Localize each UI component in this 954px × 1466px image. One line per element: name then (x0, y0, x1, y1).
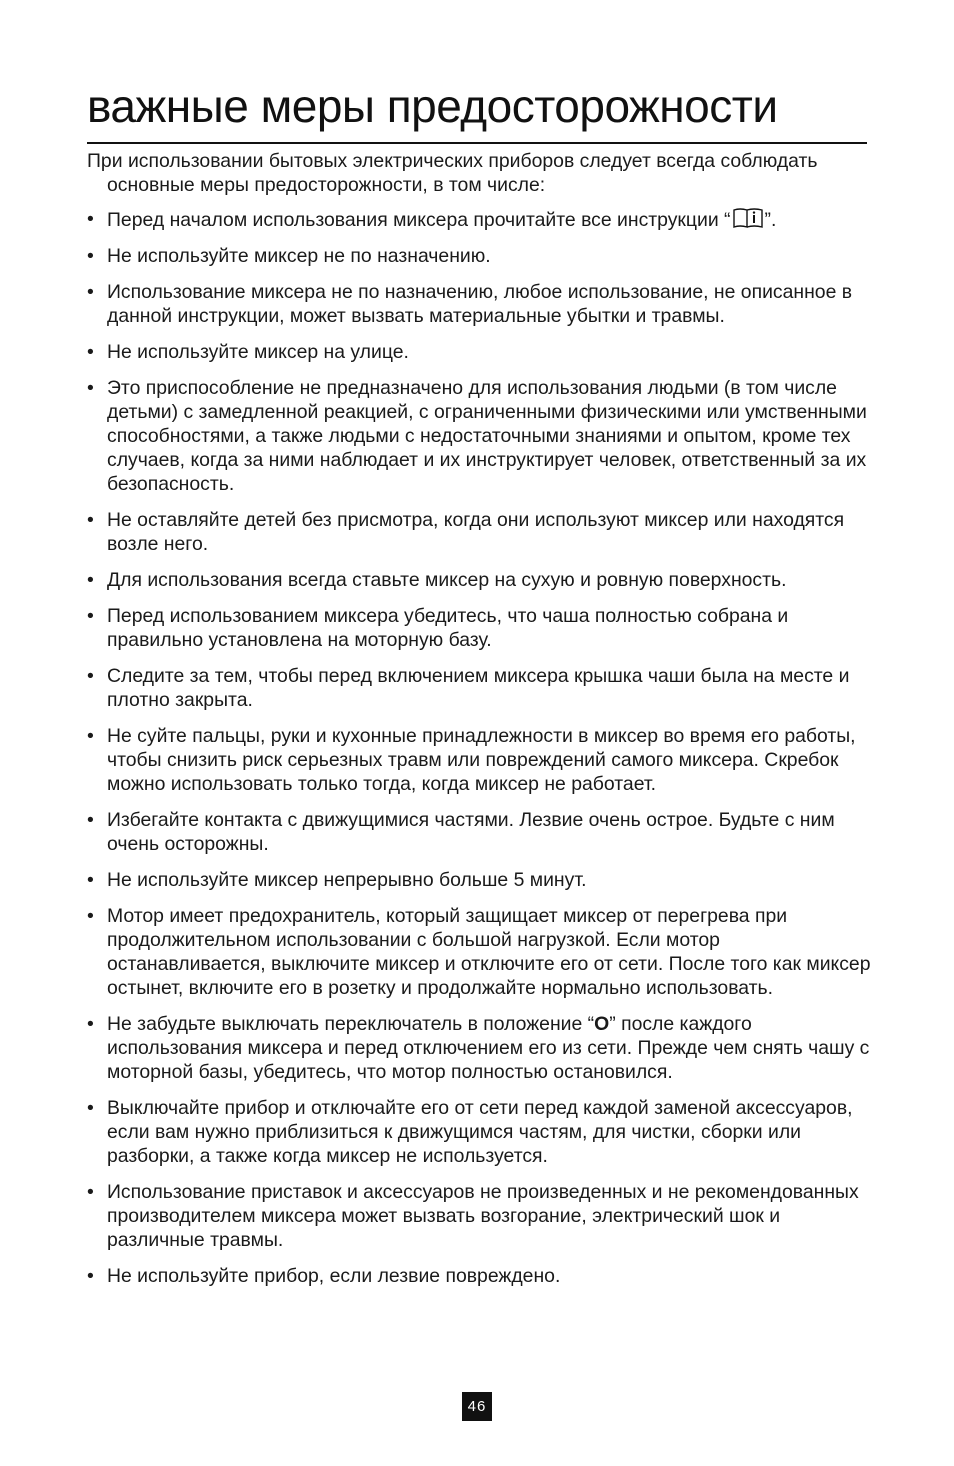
instruction-book-icon (731, 207, 765, 229)
list-item (87, 664, 877, 712)
bullet-icon: • (87, 208, 94, 230)
list-item (87, 340, 877, 364)
list-item-text: Не используйте миксер не по назначению. (107, 245, 491, 267)
page-title: важные меры предосторожности (87, 80, 778, 132)
list-item (87, 280, 877, 328)
list-item (87, 244, 877, 268)
precautions-list (87, 207, 877, 1288)
list-item-text: Использование миксера не по назначению, любое использование, не описанное в данной инструкции, может вызвать материальные убытки и травмы. (107, 281, 853, 327)
list-item-text: Перед использованием миксера убедитесь, что чаша полностью собрана и правильно установлена на моторную базу. (107, 605, 789, 651)
bullet-icon: • (87, 1013, 94, 1035)
safety-instructions (87, 149, 877, 1300)
list-item-text: Не суйте пальцы, руки и кухонные принадлежности в миксер во время его работы, чтобы снизить риск серьезных травм или повреждений самого миксера. Скребок можно использовать только тогда, когда миксер не работает. (107, 725, 856, 795)
list-item-text: Не оставляйте детей без присмотра, когда они используют миксер или находятся возле него. (107, 509, 845, 555)
page-number-badge: 46 (462, 1392, 492, 1421)
bullet-icon: • (87, 809, 94, 831)
bullet-icon: • (87, 281, 94, 303)
bullet-icon: • (87, 605, 94, 627)
list-item-text: Не используйте миксер непрерывно больше 5 минут. (107, 869, 587, 891)
list-item-text: Использование приставок и аксессуаров не произведенных и не рекомендованных производителем миксера может вызвать возгорание, электрический шок и различные травмы. (107, 1181, 859, 1251)
list-item (87, 508, 877, 556)
intro-paragraph: При использовании бытовых электрических приборов следует всегда соблюдать основные меры предосторожности, в том числе: (87, 150, 818, 196)
list-item (87, 724, 877, 796)
list-item-text-end: ” после каждого использования миксера и перед отключением его из сети. Прежде чем снять чашу с моторной базы, убедитесь, что мотор полностью остановился. (107, 1013, 870, 1083)
bullet-icon: • (87, 665, 94, 687)
list-item (87, 1264, 877, 1288)
list-item (87, 808, 877, 856)
list-item-text-end: ”. (764, 209, 777, 231)
bullet-icon: • (87, 905, 94, 927)
list-item (87, 604, 877, 652)
bullet-icon: • (87, 569, 94, 591)
list-item-text-start: Не забудьте выключать переключатель в положение “ (107, 1013, 595, 1035)
bullet-icon: • (87, 1097, 94, 1119)
list-item-text: Для использования всегда ставьте миксер на сухую и ровную поверхность. (107, 569, 787, 591)
list-item-text (107, 209, 776, 231)
list-item-text-start: Перед началом использования миксера прочитайте все инструкции “ (107, 209, 731, 231)
list-item (87, 1012, 877, 1084)
list-item-text: Это приспособление не предназначено для использования людьми (в том числе детьми) с замедленной реакцией, с ограниченными физическими или умственными способностями, а также людьми с недостаточными знаниями и опытом, кроме тех случаев, когда за ними наблюдает и их инструктирует человек, ответственный за их безопасность. (107, 377, 867, 495)
list-item (87, 207, 877, 232)
bullet-icon: • (87, 509, 94, 531)
bullet-icon: • (87, 1265, 94, 1287)
list-item (87, 1180, 877, 1252)
list-item-text: Мотор имеет предохранитель, который защищает миксер от перегрева при продолжительном использовании с большой нагрузкой. Если мотор останавливается, выключите миксер и отключите его от сети. После того как миксер остынет, включите его в розетку и продолжайте нормально использовать. (107, 905, 871, 999)
title-divider (87, 142, 867, 144)
list-item (87, 376, 877, 496)
list-item-text: Следите за тем, чтобы перед включением миксера крышка чаши была на месте и плотно закрыта. (107, 665, 850, 711)
bullet-icon: • (87, 1181, 94, 1203)
list-item (87, 868, 877, 892)
bullet-icon: • (87, 377, 94, 399)
list-item-text (107, 1013, 869, 1083)
list-item-text: Избегайте контакта с движущимися частями. Лезвие очень острое. Будьте с ним очень осторожны. (107, 809, 835, 855)
bullet-icon: • (87, 245, 94, 267)
switch-off-symbol: O (594, 1013, 610, 1035)
bullet-icon: • (87, 869, 94, 891)
bullet-icon: • (87, 725, 94, 747)
list-item (87, 1096, 877, 1168)
bullet-icon: • (87, 341, 94, 363)
list-item (87, 568, 877, 592)
list-item-text: Не используйте прибор, если лезвие повреждено. (107, 1265, 561, 1287)
list-item (87, 904, 877, 1000)
list-item-text: Выключайте прибор и отключайте его от сети перед каждой заменой аксессуаров, если вам нужно приблизиться к движущимся частям, для чистки, сборки или разборки, а также когда миксер не используется. (107, 1097, 853, 1167)
list-item-text: Не используйте миксер на улице. (107, 341, 409, 363)
